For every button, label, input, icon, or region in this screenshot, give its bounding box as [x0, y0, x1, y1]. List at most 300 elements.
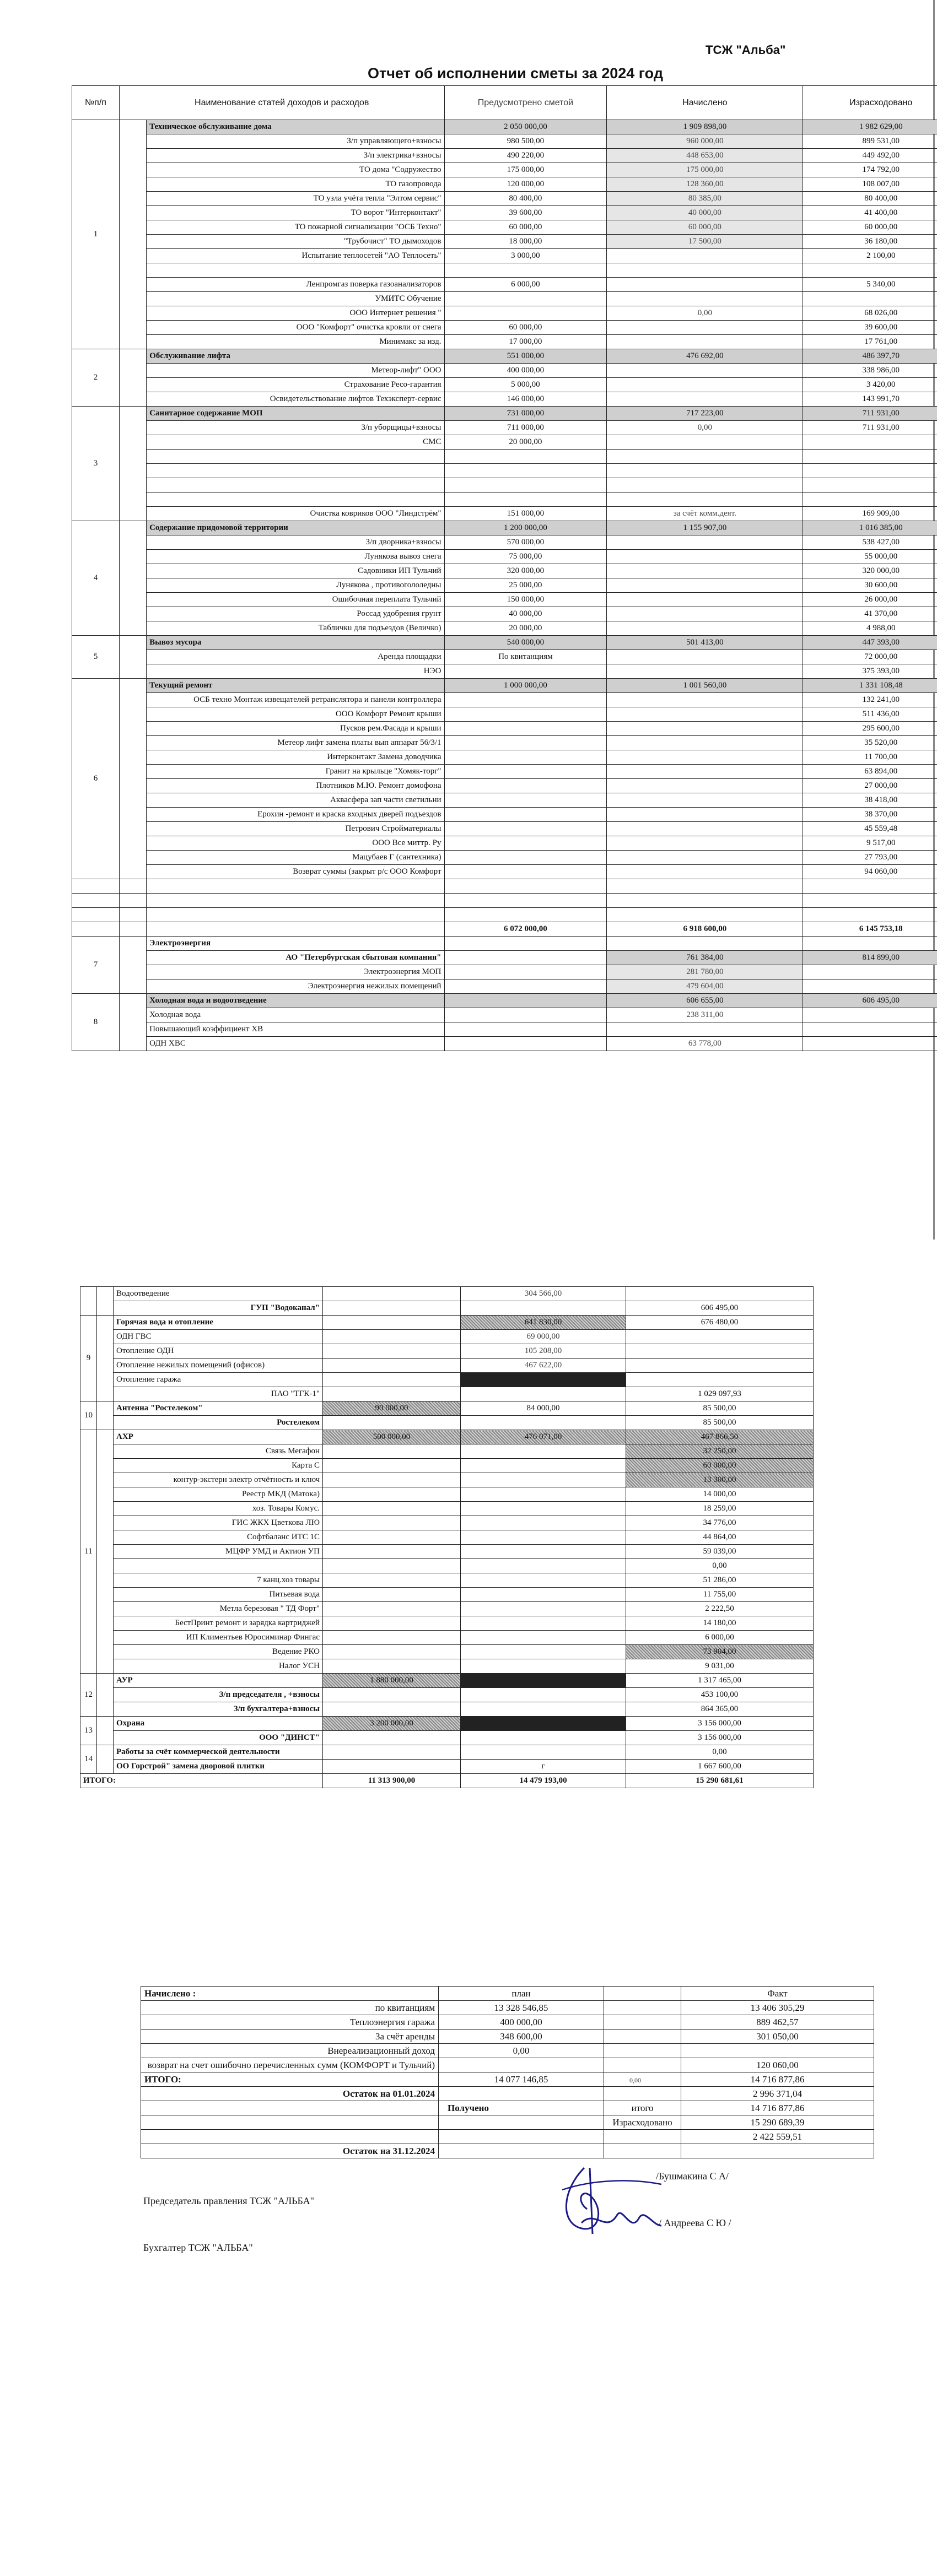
empty-cell: [119, 894, 146, 908]
table-row: [80, 1688, 814, 1702]
item-name: З/п председателя , +взносы: [114, 1688, 323, 1702]
item-name: Холодная вода: [147, 1008, 444, 1022]
item-spent: 132 241,00: [803, 693, 937, 707]
empty-cell: [444, 994, 607, 1008]
balance-end-label: Остаток на 31.12.2024: [141, 2144, 439, 2158]
item-spent: 38 370,00: [803, 808, 937, 822]
item-spent: 5 340,00: [803, 278, 937, 292]
table-row: [72, 779, 937, 793]
section-spent: 1 982 629,00: [803, 120, 937, 134]
item-name: ГИС ЖКХ Цветкова ЛЮ: [114, 1516, 323, 1530]
summary-item: Внереализационный доход: [141, 2044, 439, 2058]
table-row: [72, 750, 937, 765]
item-accrued: [607, 278, 803, 292]
empty-cell: [604, 2130, 681, 2144]
item-name: Аквасфера зап части светильни: [147, 793, 444, 808]
section-spent: 606 495,00: [803, 994, 937, 1008]
empty-cell: [604, 2030, 681, 2044]
item-name: ТО газопровода: [147, 177, 444, 192]
table-row: [80, 1301, 814, 1316]
empty-cell: [444, 1037, 607, 1051]
summary-item: Теплоэнергия гаража: [141, 2015, 439, 2030]
section-accrued: 606 655,00: [607, 994, 803, 1008]
section-spent: 85 500,00: [626, 1401, 814, 1416]
empty-cell: [97, 1717, 114, 1745]
section-side: [119, 636, 146, 679]
empty-cell: [323, 1659, 461, 1674]
section-accrued: 476 071,00: [461, 1430, 626, 1444]
item-spent: 55 000,00: [803, 550, 937, 564]
summary-row: [141, 2015, 874, 2030]
empty-cell: [461, 1530, 626, 1545]
item-name: Отопление гаража: [114, 1373, 323, 1387]
summary-fact: 120 060,00: [681, 2058, 874, 2072]
table-row: [72, 664, 937, 679]
table-row: [72, 306, 937, 321]
section-plan: 3 200 000,00: [323, 1717, 461, 1731]
company-spent: 1 029 097,93: [626, 1387, 814, 1401]
item-plan: 39 600,00: [444, 206, 607, 220]
empty-cell: [439, 2087, 604, 2101]
section-number: 4: [72, 521, 120, 636]
table-row: [80, 1287, 814, 1301]
section-name: АХР: [114, 1430, 323, 1444]
item-plan: [444, 722, 607, 736]
empty-cell: [323, 1516, 461, 1530]
item-accrued: [607, 578, 803, 593]
section-plan: 1 000 000,00: [444, 679, 607, 693]
section-row-s6: [72, 679, 937, 693]
table-row: [72, 435, 937, 450]
summary-total-label: ИТОГО:: [141, 2072, 439, 2087]
item-spent: 85 500,00: [626, 1416, 814, 1430]
item-spent: 59 039,00: [626, 1545, 814, 1559]
table-row: [80, 1631, 814, 1645]
summary-fact: 13 406 305,29: [681, 2001, 874, 2015]
item-plan: 320 000,00: [444, 564, 607, 578]
balance-start-label: Остаток на 01.01.2024: [141, 2087, 439, 2101]
section-number: 3: [72, 407, 120, 521]
item-plan: [444, 263, 607, 278]
empty-cell: [119, 922, 146, 937]
table-row: [72, 278, 937, 292]
section-name: Текущий ремонт: [147, 679, 444, 693]
item-spent: 36 180,00: [803, 235, 937, 249]
empty-cell: [604, 2015, 681, 2030]
item-spent: 3 156 000,00: [626, 1731, 814, 1745]
item-name: ООО "ДИНСТ": [114, 1731, 323, 1745]
section-number: 11: [80, 1430, 97, 1674]
empty-cell: [607, 937, 803, 951]
table-row: [80, 1330, 814, 1344]
table-row: [80, 1745, 814, 1760]
company-name: ПАО "ТГК-1": [114, 1387, 323, 1401]
diff-row: [141, 2130, 874, 2144]
table-row: [72, 249, 937, 263]
summary-total-extra: 0,00: [629, 2076, 641, 2084]
item-spent: 711 931,00: [803, 421, 937, 435]
item-name: Очистка ковриков ООО "Линдстрём": [147, 507, 444, 521]
item-accrued: [607, 765, 803, 779]
item-spent: 9 031,00: [626, 1659, 814, 1674]
empty-cell: [439, 2130, 604, 2144]
empty-cell: [439, 2115, 604, 2130]
item-accrued: 105 208,00: [461, 1344, 626, 1359]
item-accrued: 0,00: [607, 306, 803, 321]
empty-cell: [607, 894, 803, 908]
empty-cell: [141, 2130, 439, 2144]
empty-cell: [439, 2144, 604, 2158]
table-row: [72, 808, 937, 822]
received-label-itogo: итого: [604, 2101, 681, 2115]
item-plan: [444, 779, 607, 793]
item-name: Садовники ИП Тульчий: [147, 564, 444, 578]
section-name: АУР: [114, 1674, 323, 1688]
section-spent: 3 156 000,00: [626, 1717, 814, 1731]
section-accrued: 641 830,00: [461, 1316, 626, 1330]
empty-cell: [323, 1760, 461, 1774]
empty-cell: [444, 894, 607, 908]
empty-cell: [604, 2044, 681, 2058]
item-accrued: [607, 464, 803, 478]
empty-cell: [119, 879, 146, 894]
item-name: ТО дома "Содружество: [147, 163, 444, 177]
empty-cell: [461, 1545, 626, 1559]
item-name: Интерконтакт Замена доводчика: [147, 750, 444, 765]
item-name: [147, 450, 444, 464]
item-name: Аренда площадки: [147, 650, 444, 664]
empty-cell: [604, 2087, 681, 2101]
item-accrued: [607, 664, 803, 679]
item-accrued: [607, 736, 803, 750]
item-name: СМС: [147, 435, 444, 450]
item-accrued: [607, 621, 803, 636]
table-row: [72, 707, 937, 722]
summary-col-plan: план: [439, 1987, 604, 2001]
item-spent: [803, 292, 937, 306]
empty-cell: [803, 937, 937, 951]
summary-total-fact: 14 716 877,86: [681, 2072, 874, 2087]
item-spent: 72 000,00: [803, 650, 937, 664]
item-plan: 151 000,00: [444, 507, 607, 521]
item-spent: 44 864,00: [626, 1530, 814, 1545]
summary-title: Начислено :: [141, 1987, 439, 2001]
item-name: Реестр МКД (Матока): [114, 1487, 323, 1502]
section-name: Электроэнергия: [147, 937, 444, 951]
item-name: З/п дворника+взносы: [147, 535, 444, 550]
table-row: [72, 765, 937, 779]
item-accrued: 0,00: [607, 421, 803, 435]
item-name: Электроэнергия нежилых помещений: [147, 979, 444, 994]
item-plan: [444, 292, 607, 306]
empty-cell: [323, 1387, 461, 1401]
page-1: [0, 0, 937, 1240]
company-name: АО "Петербургская сбытовая компания": [147, 951, 444, 965]
item-name: Табличкu для подъездов (Величко): [147, 621, 444, 636]
section-accrued: 476 692,00: [607, 349, 803, 364]
item-accrued: [607, 693, 803, 707]
item-plan: [444, 306, 607, 321]
item-name: Отопление ОДН: [114, 1344, 323, 1359]
summary-plan: [439, 2058, 604, 2072]
item-accrued: [607, 808, 803, 822]
item-spent: 41 370,00: [803, 607, 937, 621]
empty-cell: [444, 951, 607, 965]
empty-cell: [461, 1631, 626, 1645]
empty-cell: [323, 1301, 461, 1316]
item-plan: [444, 750, 607, 765]
empty-cell: [444, 1022, 607, 1037]
item-spent: 295 600,00: [803, 722, 937, 736]
item-plan: [444, 765, 607, 779]
empty-cell: [323, 1745, 461, 1760]
section-spent: 1 317 465,00: [626, 1674, 814, 1688]
item-spent: 320 000,00: [803, 564, 937, 578]
table-header-row: [72, 86, 937, 120]
item-plan: 490 220,00: [444, 149, 607, 163]
item-plan: [444, 693, 607, 707]
empty-cell: [323, 1416, 461, 1430]
item-plan: [444, 664, 607, 679]
table-row: [72, 192, 937, 206]
item-name: "Трубочист" ТО дымоходов: [147, 235, 444, 249]
item-accrued: [607, 335, 803, 349]
item-spent: 108 007,00: [803, 177, 937, 192]
empty-cell: [439, 2101, 604, 2115]
empty-cell: [604, 2058, 681, 2072]
item-spent: 2 100,00: [803, 249, 937, 263]
item-name: З/п электрика+взносы: [147, 149, 444, 163]
empty-cell: [626, 1344, 814, 1359]
item-accrued: [607, 535, 803, 550]
summary-row: [141, 2001, 874, 2015]
section-row-s7: [72, 937, 937, 951]
item-accrued: г: [461, 1760, 626, 1774]
empty-cell: [607, 879, 803, 894]
section-spent: 1 331 108,48: [803, 679, 937, 693]
empty-cell: [461, 1745, 626, 1760]
table-row: [72, 450, 937, 464]
item-name: Ростелеком: [114, 1416, 323, 1430]
section-name: Горячая вода и отопление: [114, 1316, 323, 1330]
item-spent: 14 000,00: [626, 1487, 814, 1502]
grand-total-plan: 11 313 900,00: [323, 1774, 461, 1788]
item-accrued: [607, 707, 803, 722]
item-name: Налог УСН: [114, 1659, 323, 1674]
table-row: [72, 220, 937, 235]
empty-cell: [626, 1373, 814, 1387]
item-spent: 375 393,00: [803, 664, 937, 679]
empty-cell: [461, 1516, 626, 1530]
item-name: ТО пожарной сигнализации "ОСБ Техно": [147, 220, 444, 235]
item-accrued: [607, 450, 803, 464]
spent-row: [141, 2115, 874, 2130]
empty-cell: [803, 894, 937, 908]
item-accrued: [607, 493, 803, 507]
item-spent: [803, 450, 937, 464]
item-accrued: [607, 378, 803, 392]
empty-cell: [461, 1702, 626, 1717]
empty-cell: [444, 979, 607, 994]
empty-cell: [803, 879, 937, 894]
item-plan: 980 500,00: [444, 134, 607, 149]
item-name: Пусков рем.Фасада и крыши: [147, 722, 444, 736]
item-accrued: [607, 650, 803, 664]
org-name: ТСЖ "Альба": [706, 43, 786, 57]
section-name: Обслуживание лифта: [147, 349, 444, 364]
item-spent: 538 427,00: [803, 535, 937, 550]
empty-cell: [323, 1573, 461, 1588]
table-row: [80, 1616, 814, 1631]
summary-plan: 400 000,00: [439, 2015, 604, 2030]
item-name: Ошибочная переплата Тульчий: [147, 593, 444, 607]
empty-row: [72, 894, 937, 908]
item-spent: 169 909,00: [803, 507, 937, 521]
section-name: Антенна "Ростелеком": [114, 1401, 323, 1416]
item-plan: 6 000,00: [444, 278, 607, 292]
empty-cell: [461, 1444, 626, 1459]
empty-cell: [323, 1559, 461, 1573]
empty-cell: [323, 1373, 461, 1387]
table-row: [72, 693, 937, 707]
section-row-s12: [80, 1674, 814, 1688]
section-accrued: 1 001 560,00: [607, 679, 803, 693]
table-row: [72, 378, 937, 392]
table-row: [80, 1702, 814, 1717]
empty-cell: [803, 1008, 937, 1022]
table-row: [80, 1545, 814, 1559]
table-row: [72, 593, 937, 607]
section-row-s13: [80, 1717, 814, 1731]
summary-table: [141, 1986, 874, 2158]
summary-plan: 0,00: [439, 2044, 604, 2058]
summary-item: возврат на счет ошибочно перечисленных сумм (КОМФОРТ и Тульчий): [141, 2058, 439, 2072]
item-accrued: 304 566,00: [461, 1287, 626, 1301]
item-spent: 51 286,00: [626, 1573, 814, 1588]
section-accrued: 1 155 907,00: [607, 521, 803, 535]
chairman-name: /Бушмакина С А/: [656, 2171, 729, 2182]
table-row: [72, 722, 937, 736]
table-row: [72, 1008, 937, 1022]
section-row-s10: [80, 1401, 814, 1416]
item-name: Испытание теплосетей "АО Теплосеть": [147, 249, 444, 263]
item-name: Водоотведение: [114, 1287, 323, 1301]
summary-row: [141, 2058, 874, 2072]
item-spent: 11 755,00: [626, 1588, 814, 1602]
item-name: Метеор лифт замена платы вып аппарат 56/3/1: [147, 736, 444, 750]
empty-cell: [444, 965, 607, 979]
item-spent: 338 986,00: [803, 364, 937, 378]
item-accrued: [607, 822, 803, 836]
item-plan: 80 400,00: [444, 192, 607, 206]
item-accrued: 17 500,00: [607, 235, 803, 249]
summary-item: За счёт аренды: [141, 2030, 439, 2044]
item-accrued: [607, 435, 803, 450]
section-accrued: 1 880 000,00: [461, 1674, 626, 1688]
empty-cell: [323, 1631, 461, 1645]
item-name: БестПринт ремонт и зарядка картриджей: [114, 1616, 323, 1631]
table-row: [72, 851, 937, 865]
subtotal-spent: 6 145 753,18: [803, 922, 937, 937]
empty-cell: [461, 1588, 626, 1602]
item-spent: 606 495,00: [626, 1301, 814, 1316]
empty-cell: [803, 908, 937, 922]
item-spent: 1 667 600,00: [626, 1760, 814, 1774]
table-row: [72, 1037, 937, 1051]
empty-row: [72, 879, 937, 894]
summary-item: по квитанциям: [141, 2001, 439, 2015]
table-row: [80, 1760, 814, 1774]
item-spent: 45 559,48: [803, 822, 937, 836]
table-row: [80, 1487, 814, 1502]
received-value: 14 716 877,86: [681, 2101, 874, 2115]
table-row: [72, 793, 937, 808]
balance-end-row: [141, 2144, 874, 2158]
item-accrued: [607, 564, 803, 578]
item-spent: 4 988,00: [803, 621, 937, 636]
empty-cell: [323, 1645, 461, 1659]
item-accrued: 448 653,00: [607, 149, 803, 163]
company-row: [80, 1387, 814, 1401]
item-accrued: [607, 607, 803, 621]
item-spent: 73 904,00: [626, 1645, 814, 1659]
empty-cell: [461, 1573, 626, 1588]
item-spent: 80 400,00: [803, 192, 937, 206]
empty-cell: [323, 1316, 461, 1330]
item-spent: 27 000,00: [803, 779, 937, 793]
empty-cell: [461, 1502, 626, 1516]
item-name: 7 канц.хоз товары: [114, 1573, 323, 1588]
item-spent: 30 600,00: [803, 578, 937, 593]
item-name: ООО Комфорт Ремонт крыши: [147, 707, 444, 722]
summary-fact: 889 462,57: [681, 2015, 874, 2030]
table-row: [72, 1022, 937, 1037]
empty-cell: [323, 1330, 461, 1344]
section-plan: 90 000,00: [323, 1401, 461, 1416]
section-row-s11: [80, 1430, 814, 1444]
item-plan: 146 000,00: [444, 392, 607, 407]
item-accrued: 281 780,00: [607, 965, 803, 979]
item-spent: 32 250,00: [626, 1444, 814, 1459]
item-accrued: 63 778,00: [607, 1037, 803, 1051]
item-name: Освидетельствование лифтов Техэксперт-сервис: [147, 392, 444, 407]
item-name: МЦФР УМД и Актион УП: [114, 1545, 323, 1559]
section-number: 8: [72, 994, 120, 1051]
summary-header: [141, 1987, 874, 2001]
empty-cell: [626, 1287, 814, 1301]
empty-cell: [72, 922, 120, 937]
item-name: Софтбаланс ИТС 1С: [114, 1530, 323, 1545]
empty-cell: [323, 1459, 461, 1473]
budget-table-page2: [80, 1286, 814, 1788]
item-accrued: 60 000,00: [607, 220, 803, 235]
item-spent: [803, 478, 937, 493]
item-plan: 60 000,00: [444, 321, 607, 335]
balance-start-row: [141, 2087, 874, 2101]
item-accrued: [607, 478, 803, 493]
table-row: [72, 263, 937, 278]
item-name: Мацубаев Г (сантехника): [147, 851, 444, 865]
item-spent: 26 000,00: [803, 593, 937, 607]
subtotal-plan: 6 072 000,00: [444, 922, 607, 937]
item-name: Страхование Ресо-гарантия: [147, 378, 444, 392]
grand-total-accrued: 14 479 193,00: [461, 1774, 626, 1788]
section-row-s3: [72, 407, 937, 421]
table-row: [72, 550, 937, 564]
section-accrued: 717 223,00: [607, 407, 803, 421]
item-plan: 570 000,00: [444, 535, 607, 550]
item-spent: 899 531,00: [803, 134, 937, 149]
